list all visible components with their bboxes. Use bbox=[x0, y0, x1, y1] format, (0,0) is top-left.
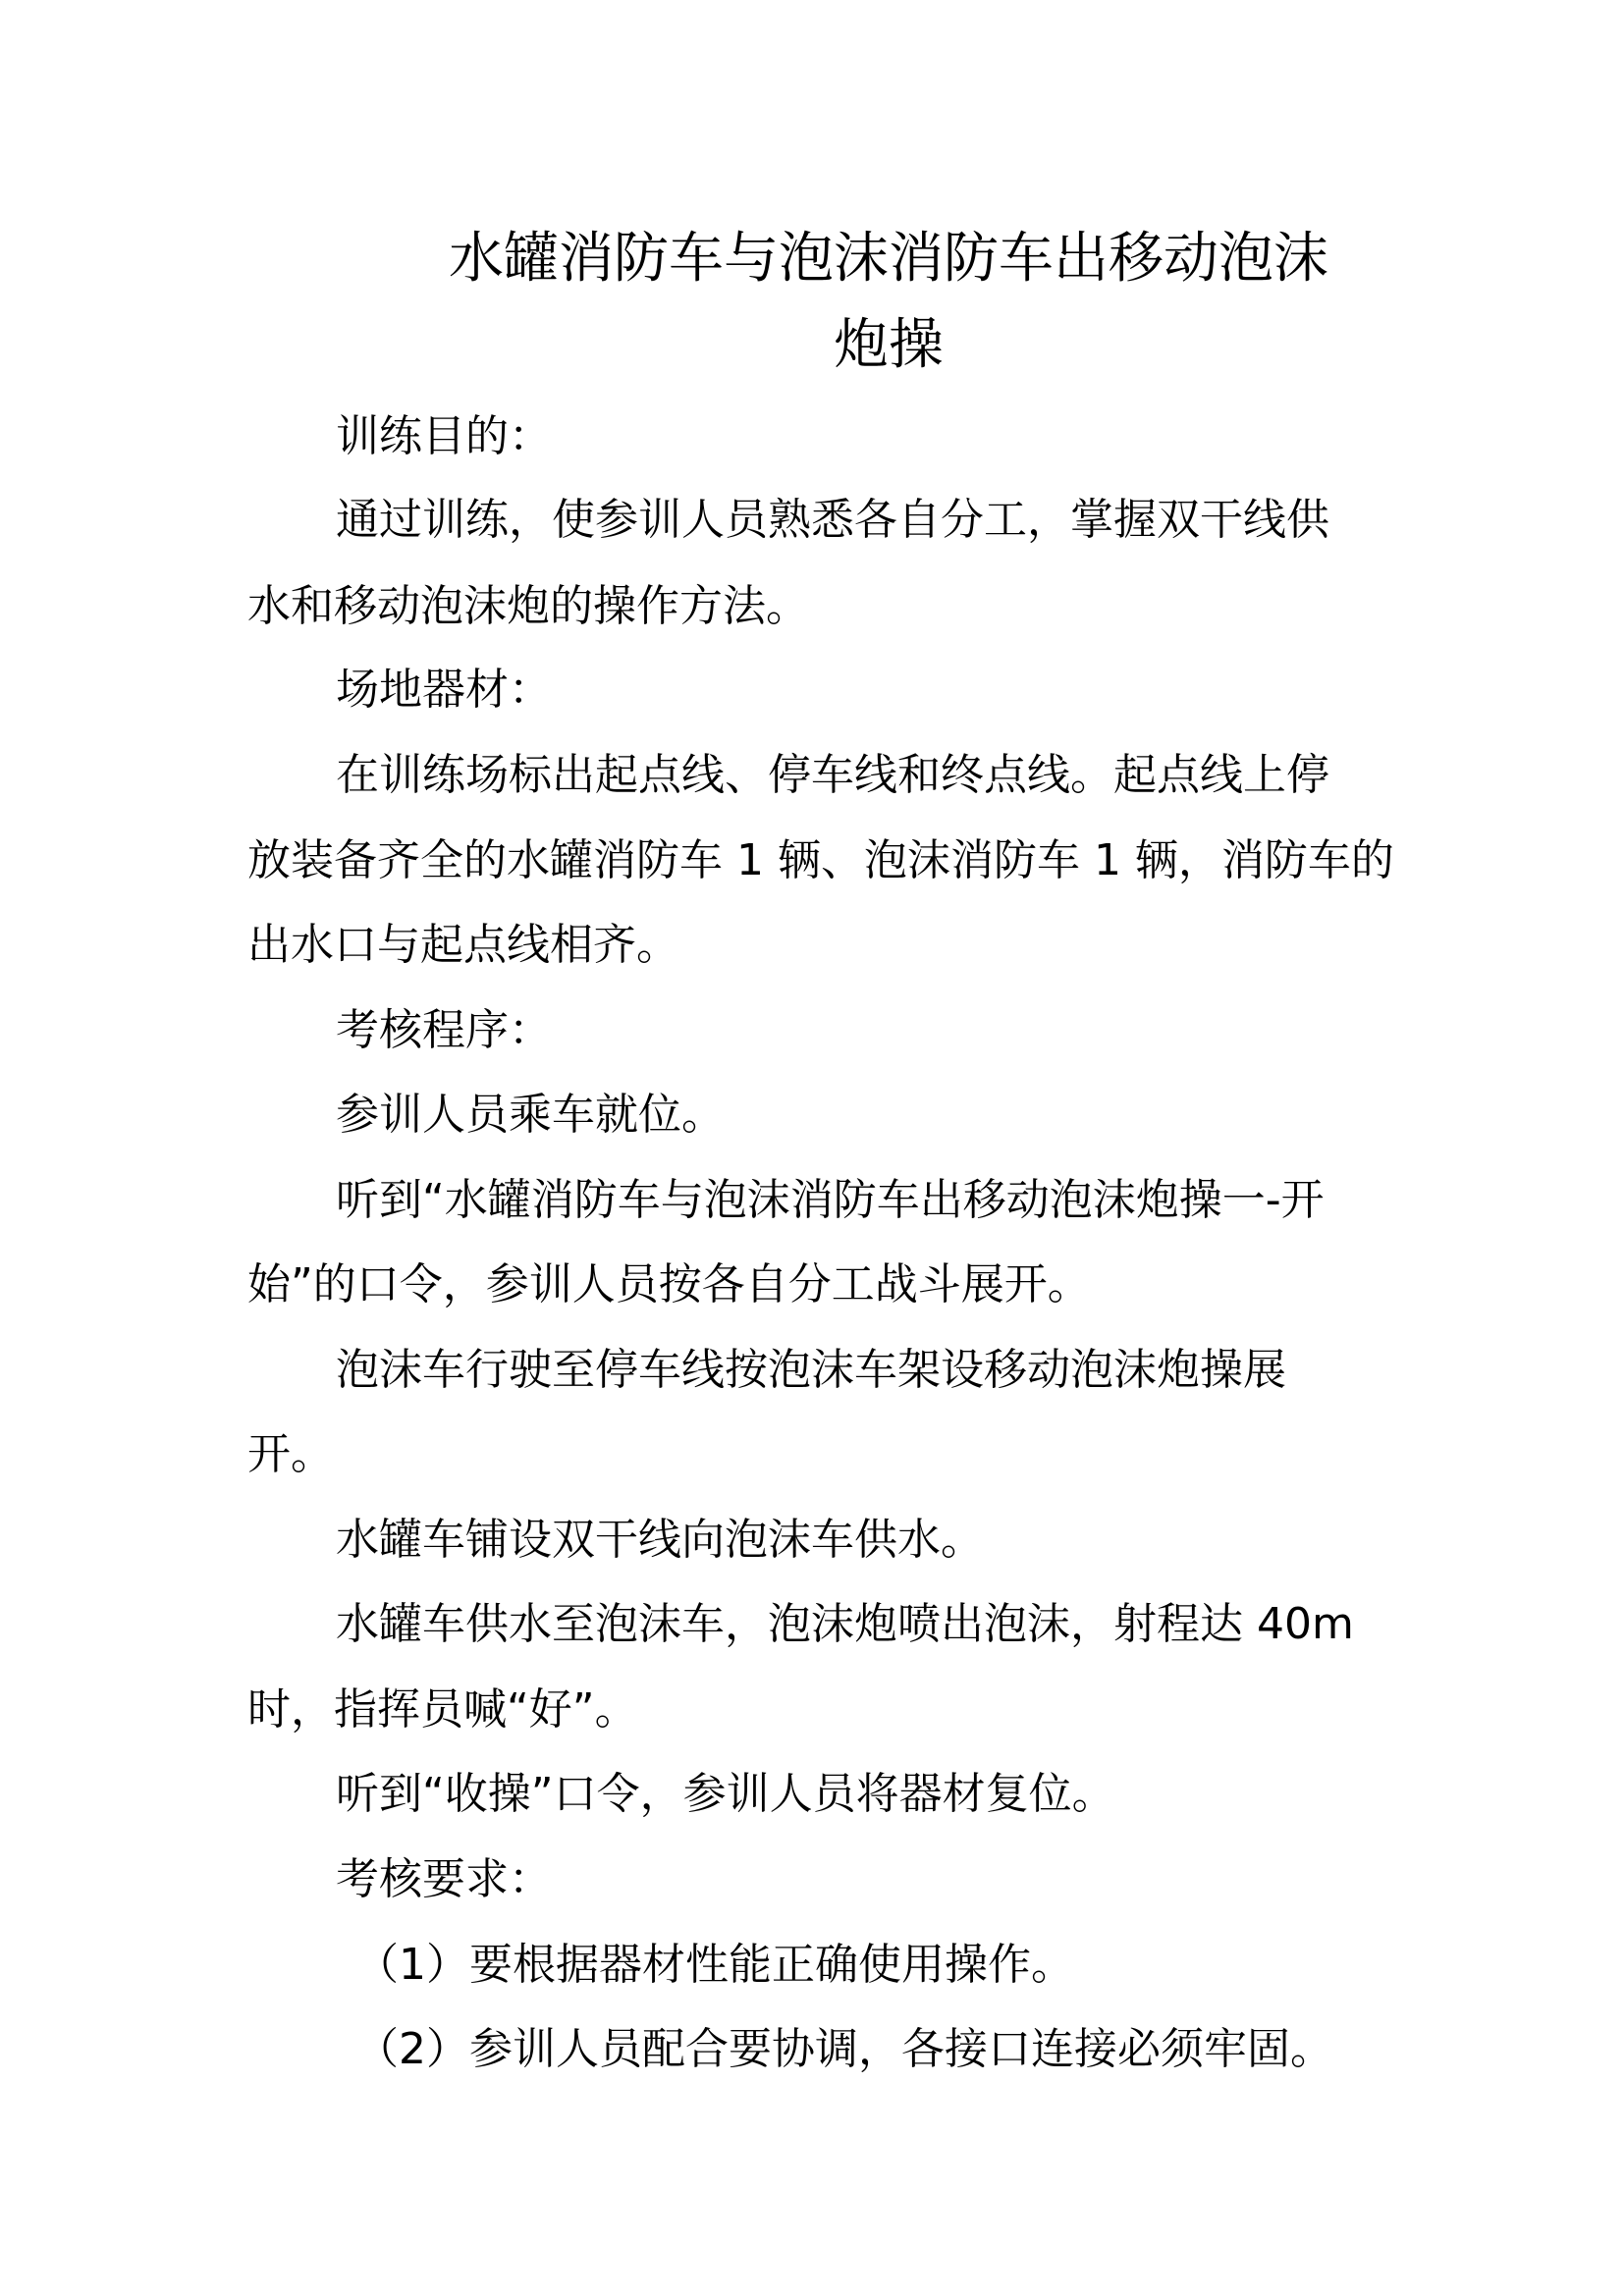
site-text-line-3: 出水口与起点线相齐。 bbox=[247, 920, 679, 970]
site-text-line-2: 放装备齐全的水罐消防车 1 辆、泡沫消防车 1 辆，消防车的 bbox=[247, 835, 1394, 885]
procedure-paragraph-5-line-2: 时，指挥员喊“好”。 bbox=[247, 1684, 638, 1735]
requirement-item-1: （1）要根据器材性能正确使用操作。 bbox=[355, 1940, 1074, 1990]
site-text-line-1: 在训练场标出起点线、停车线和终点线。起点线上停 bbox=[336, 750, 1329, 800]
purpose-text-line-2: 水和移动泡沫炮的操作方法。 bbox=[247, 581, 809, 631]
procedure-paragraph-2-line-1: 听到“水罐消防车与泡沫消防车出移动泡沫炮操一-开 bbox=[336, 1175, 1325, 1225]
procedure-paragraph-2-line-2: 始”的口令，参训人员按各自分工战斗展开。 bbox=[247, 1259, 1091, 1309]
procedure-paragraph-4: 水罐车铺设双干线向泡沫车供水。 bbox=[336, 1515, 984, 1565]
procedure-paragraph-3-line-2: 开。 bbox=[247, 1429, 334, 1479]
procedure-paragraph-3-line-1: 泡沫车行驶至停车线按泡沫车架设移动泡沫炮操展 bbox=[336, 1345, 1286, 1395]
site-heading: 场地器材： bbox=[336, 665, 552, 715]
requirement-item-2: （2）参训人员配合要协调，各接口连接必须牢固。 bbox=[355, 2024, 1333, 2074]
document-title-line-2: 炮操 bbox=[834, 313, 944, 377]
document-title-line-1: 水罐消防车与泡沫消防车出移动泡沫 bbox=[449, 227, 1328, 291]
procedure-paragraph-6: 听到“收操”口令，参训人员将器材复位。 bbox=[336, 1769, 1115, 1819]
procedure-heading: 考核程序： bbox=[336, 1005, 552, 1055]
purpose-heading: 训练目的： bbox=[336, 411, 552, 461]
procedure-paragraph-5-line-1: 水罐车供水至泡沫车，泡沫炮喷出泡沫，射程达 40m bbox=[336, 1599, 1354, 1649]
purpose-text-line-1: 通过训练，使参训人员熟悉各自分工，掌握双干线供 bbox=[336, 495, 1329, 545]
procedure-paragraph-1: 参训人员乘车就位。 bbox=[336, 1090, 725, 1140]
requirements-heading: 考核要求： bbox=[336, 1854, 552, 1904]
